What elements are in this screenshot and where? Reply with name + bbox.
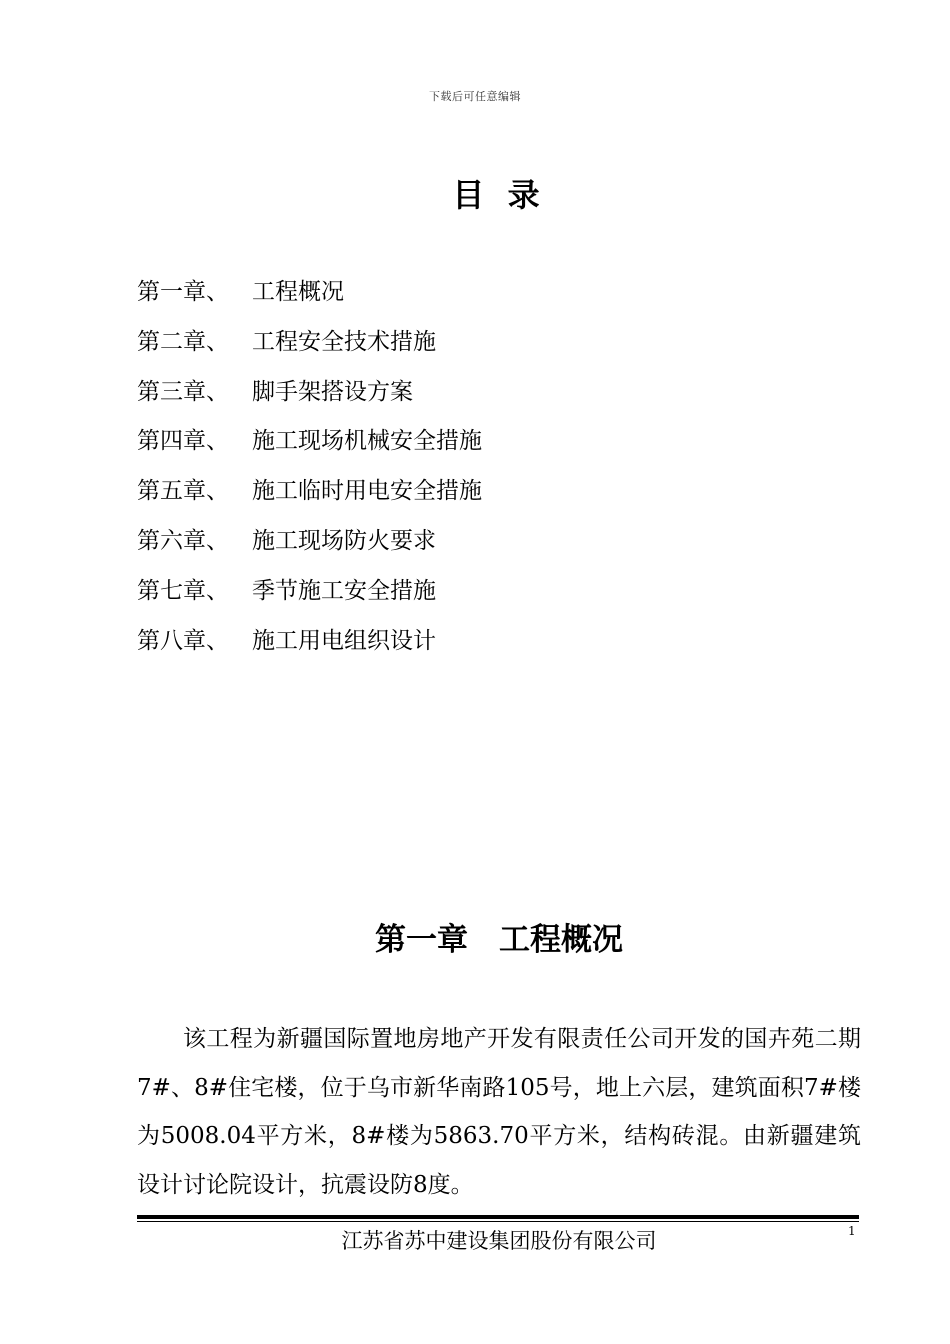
toc-chapter-title: 工程概况	[252, 279, 344, 305]
toc-item	[137, 421, 482, 471]
toc-chapter-number: 第三章、	[137, 378, 229, 405]
toc-item	[137, 372, 482, 422]
toc-chapter-number: 第四章、	[137, 428, 229, 455]
footer-divider-thin	[137, 1221, 859, 1222]
toc-chapter-number: 第七章、	[137, 577, 229, 604]
toc-chapter-number: 第五章、	[137, 478, 229, 505]
toc-chapter-title: 施工现场机械安全措施	[252, 428, 482, 455]
toc-chapter-title: 工程安全技术措施	[252, 328, 436, 355]
toc-item	[137, 621, 482, 671]
toc-list	[137, 272, 482, 670]
toc-chapter-number: 第六章、	[137, 527, 229, 554]
toc-chapter-title: 脚手架搭设方案	[252, 378, 413, 405]
toc-item	[137, 272, 482, 322]
toc-chapter-title: 施工临时用电安全措施	[252, 478, 482, 505]
footer-divider-thick	[137, 1215, 859, 1219]
toc-chapter-title: 施工现场防火要求	[252, 527, 436, 554]
toc-chapter-title: 施工用电组织设计	[252, 627, 436, 654]
footer-company-name: 江苏省苏中建设集团股份有限公司	[341, 1229, 657, 1253]
body-paragraph: 该工程为新疆国际置地房地产开发有限责任公司开发的国卉苑二期7#、8#住宅楼，位于乌市新华南路105号，地上六层，建筑面积7#楼为5008.04平方米，8#楼为5863.70平方米，结构砖混。由新疆建筑设计讨论院设计，抗震设防8度。	[137, 1026, 861, 1198]
toc-item	[137, 471, 482, 521]
toc-item	[137, 571, 482, 621]
toc-item	[137, 521, 482, 571]
page-number: 1	[848, 1224, 856, 1238]
toc-chapter-number: 第二章、	[137, 328, 229, 355]
header-note: 下载后可任意编辑	[429, 90, 521, 103]
chapter-heading: 第一章 工程概况	[375, 922, 623, 958]
toc-chapter-title: 季节施工安全措施	[252, 577, 436, 604]
toc-item	[137, 322, 482, 372]
toc-chapter-number: 第八章、	[137, 627, 229, 654]
toc-chapter-number: 第一章、	[137, 279, 229, 305]
toc-title: 目 录	[452, 176, 546, 214]
